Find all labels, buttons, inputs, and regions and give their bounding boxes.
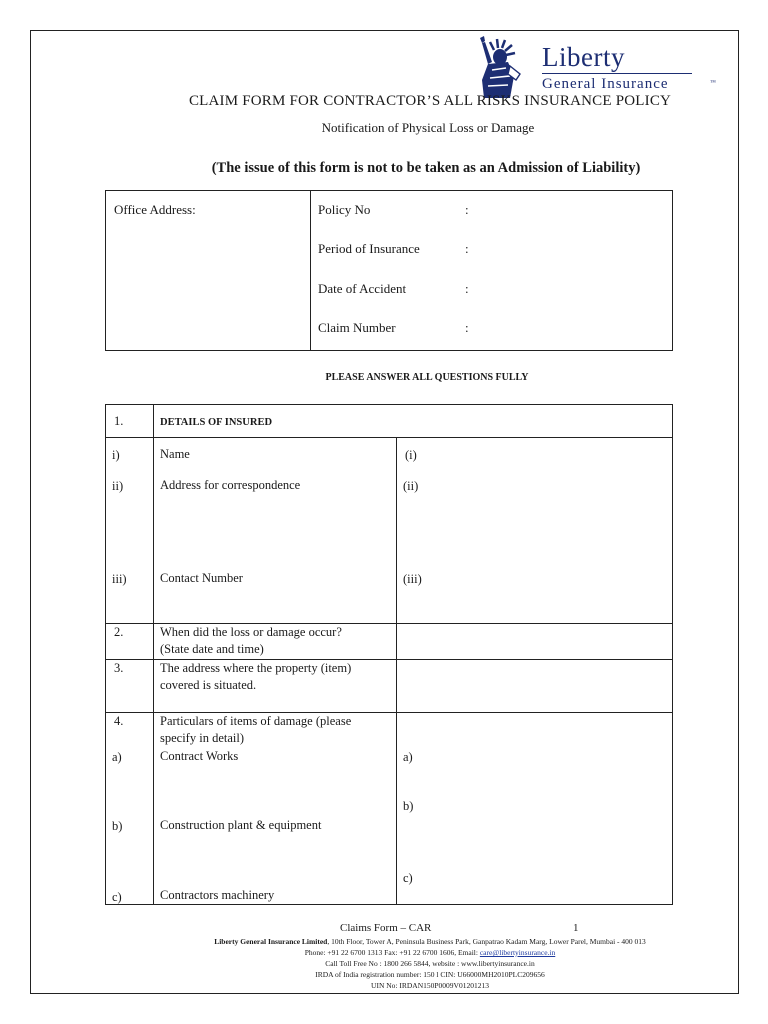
- footer-page-number: 1: [573, 922, 579, 934]
- plant-equipment-label: Construction plant & equipment: [160, 818, 322, 832]
- policy-info-box: [105, 190, 673, 351]
- property-address-question-line2: covered is situated.: [160, 678, 257, 692]
- contract-works-answer-field[interactable]: a): [403, 750, 413, 764]
- logo-trademark: ™: [710, 80, 716, 86]
- claim-number-field[interactable]: :: [465, 320, 469, 335]
- row-name-label: Name: [160, 447, 190, 461]
- footer-company-address: [0, 937, 768, 947]
- footer-irda: IRDA of India registration number: 150 l CIN: U66000MH2010PLC209656: [315, 970, 545, 979]
- machinery-label: Contractors machinery: [160, 888, 275, 902]
- logo-divider: [542, 73, 692, 74]
- item-b-number: b): [112, 819, 123, 833]
- property-address-answer-field[interactable]: [397, 660, 672, 712]
- footer-uin: UIN No: IRDAN150P0009V01201213: [371, 981, 489, 990]
- table-col-divider-1: [153, 405, 154, 904]
- details-table: [105, 404, 673, 905]
- footer-form-name: Claims Form – CAR: [340, 922, 432, 934]
- instruction-heading: PLEASE ANSWER ALL QUESTIONS FULLY: [325, 372, 529, 383]
- footer-address-text: , 10th Floor, Tower A, Peninsula Business Park, Ganpatrao Kadam Marg, Lower Parel, Mumbai - 400 013: [327, 937, 646, 946]
- table-row-divider: [106, 437, 672, 438]
- section-3-number: 3.: [114, 661, 124, 675]
- policy-box-divider: [310, 191, 311, 350]
- loss-date-question-line1: When did the loss or damage occur?: [160, 625, 342, 639]
- footer-contact: [0, 948, 768, 958]
- machinery-answer-field[interactable]: c): [403, 871, 413, 885]
- plant-equipment-answer-field[interactable]: b): [403, 799, 414, 813]
- name-answer-field[interactable]: (i): [405, 448, 417, 462]
- date-of-accident-field[interactable]: :: [465, 281, 469, 296]
- policy-no-label: Policy No: [318, 202, 371, 217]
- row-iii-number: iii): [112, 572, 127, 586]
- form-title: CLAIM FORM FOR CONTRACTOR’S ALL RISKS INSURANCE POLICY: [188, 93, 672, 109]
- footer-email-link[interactable]: care@libertyinsurance.in: [479, 948, 556, 957]
- logo-wordmark: Liberty: [542, 42, 625, 72]
- form-subtitle: Notification of Physical Loss or Damage: [321, 120, 535, 135]
- footer-toll-free: Call Toll Free No : 1800 266 5844, website : www.libertyinsurance.in: [325, 959, 535, 968]
- date-of-accident-label: Date of Accident: [318, 281, 407, 296]
- section-1-number: 1.: [114, 414, 124, 428]
- item-c-number: c): [112, 890, 122, 904]
- damage-particulars-line1: Particulars of items of damage (please: [160, 714, 352, 728]
- liability-note: (The issue of this form is not to be taken as an Admission of Liability): [211, 160, 641, 176]
- loss-date-question-line2: (State date and time): [160, 642, 264, 656]
- statue-of-liberty-icon: [470, 36, 540, 98]
- logo-subtitle: General Insurance: [542, 76, 669, 92]
- section-1-title: DETAILS OF INSURED: [160, 417, 273, 428]
- contact-answer-field[interactable]: (iii): [403, 572, 422, 586]
- loss-date-answer-field[interactable]: [397, 624, 672, 659]
- footer-phone: Phone: +91 22 6700 1313 Fax: +91 22 6700 1606, Email:: [304, 948, 480, 957]
- office-address-label: Office Address:: [114, 202, 196, 217]
- policy-no-field[interactable]: :: [465, 202, 469, 217]
- address-answer-field[interactable]: (ii): [403, 479, 419, 493]
- row-ii-number: ii): [112, 479, 124, 493]
- damage-particulars-line2: specify in detail): [160, 731, 244, 745]
- section-2-number: 2.: [114, 625, 124, 639]
- row-address-label: Address for correspondence: [160, 478, 301, 492]
- item-a-number: a): [112, 750, 122, 764]
- period-of-insurance-label: Period of Insurance: [318, 241, 420, 256]
- property-address-question-line1: The address where the property (item): [160, 661, 352, 675]
- section-4-number: 4.: [114, 714, 124, 728]
- row-i-number: i): [112, 448, 120, 462]
- claim-number-label: Claim Number: [318, 320, 396, 335]
- period-of-insurance-field[interactable]: :: [465, 241, 469, 256]
- row-contact-label: Contact Number: [160, 571, 243, 585]
- contract-works-label: Contract Works: [160, 749, 239, 763]
- footer-company-name: Liberty General Insurance Limited: [214, 937, 328, 946]
- company-logo: [470, 36, 720, 98]
